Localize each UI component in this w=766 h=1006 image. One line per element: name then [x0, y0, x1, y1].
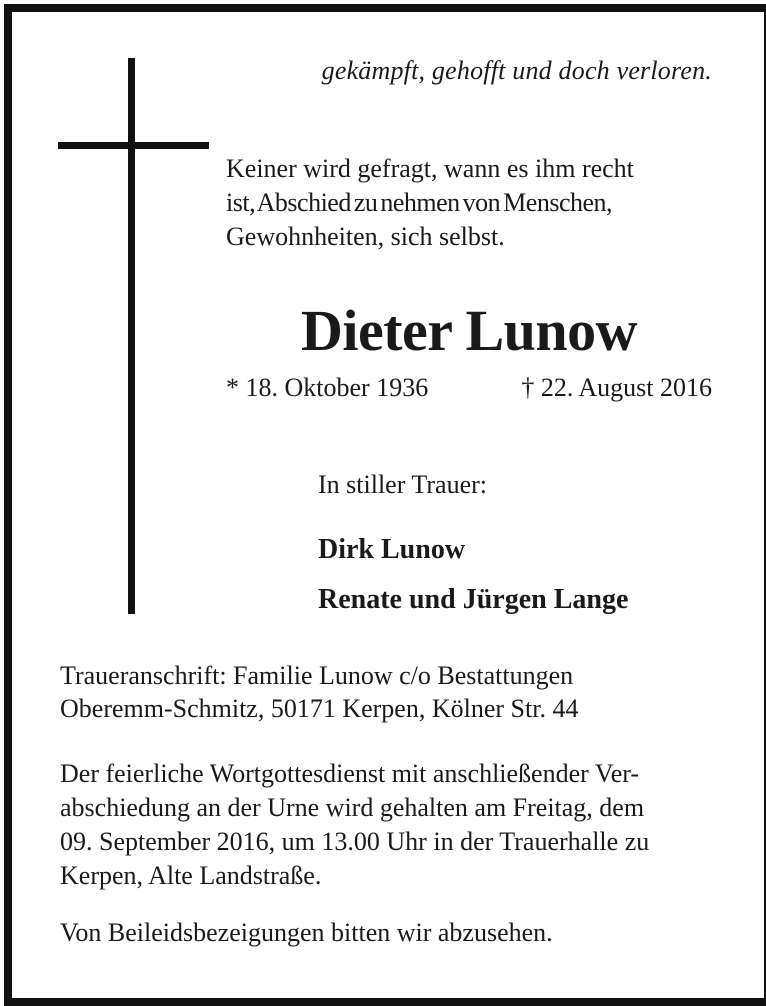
service-line: Der feierliche Wortgottesdienst mit anschließender Ver-	[60, 759, 640, 788]
death-date: † 22. August 2016	[521, 373, 712, 402]
verse-line: Keiner wird gefragt, wann es ihm recht	[226, 154, 634, 183]
verse-line: ist, Abschied zu nehmen von Menschen,	[226, 188, 613, 217]
service-line: 09. September 2016, um 13.00 Uhr in der Trauerhalle zu	[60, 827, 650, 856]
verse-line: Gewohnheiten, sich selbst.	[226, 222, 505, 251]
deceased-name: Dieter Lunow	[300, 298, 638, 363]
address-line: Traueranschrift: Familie Lunow c/o Bestattungen	[60, 661, 574, 690]
life-dates	[226, 370, 712, 406]
verse	[226, 152, 712, 254]
mourner-name: Renate und Jürgen Lange	[318, 584, 629, 615]
mourning-label: In stiller Trauer:	[318, 470, 487, 499]
closing-note: Von Beileidsbezeigungen bitten wir abzusehen.	[60, 918, 553, 947]
address-line: Oberemm-Schmitz, 50171 Kerpen, Kölner Str. 44	[60, 694, 579, 723]
motto: gekämpft, gehofft und doch verloren.	[321, 56, 712, 85]
service-line: abschiedung an der Urne wird gehalten am Freitag, dem	[60, 793, 645, 822]
service-notice	[60, 757, 720, 893]
service-line: Kerpen, Alte Landstraße.	[60, 861, 322, 890]
mourner-name: Dirk Lunow	[318, 534, 466, 565]
cross-icon-crossbar	[58, 142, 209, 149]
birth-date: * 18. Oktober 1936	[226, 373, 429, 402]
mourning-address	[60, 659, 720, 725]
